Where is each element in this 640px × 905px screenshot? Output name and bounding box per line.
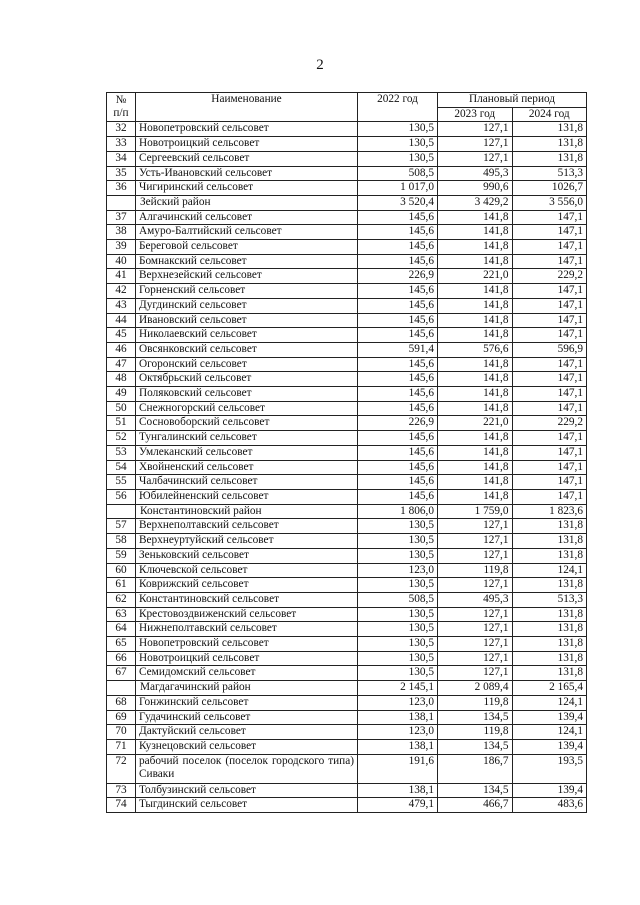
row-value-2023: 134,5 xyxy=(438,710,513,725)
table-row xyxy=(107,137,587,152)
row-value-2024: 2 165,4 xyxy=(512,681,587,696)
table-row xyxy=(107,460,587,475)
table-row xyxy=(107,637,587,652)
row-value-2024: 131,8 xyxy=(512,578,587,593)
table-row xyxy=(107,431,587,446)
row-name: Верхнезейский сельсовет xyxy=(136,269,358,284)
row-name: Сергеевский сельсовет xyxy=(136,151,358,166)
row-name: Бомнакский сельсовет xyxy=(136,254,358,269)
table-row-district xyxy=(107,681,587,696)
row-value-2023: 127,1 xyxy=(438,548,513,563)
table-row xyxy=(107,548,587,563)
row-number: 54 xyxy=(107,460,136,475)
row-value-2023: 141,8 xyxy=(438,254,513,269)
row-name: Николаевский сельсовет xyxy=(136,328,358,343)
row-name: Кузнецовский сельсовет xyxy=(136,739,358,754)
row-name: Новопетровский сельсовет xyxy=(136,122,358,137)
row-value-2023: 186,7 xyxy=(438,754,513,783)
row-name: Чалбачинский сельсовет xyxy=(136,475,358,490)
row-number: 68 xyxy=(107,695,136,710)
row-value-2023: 127,1 xyxy=(438,651,513,666)
row-value-2024: 147,1 xyxy=(512,489,587,504)
row-name: Константиновский район xyxy=(136,504,358,519)
row-value-2024: 131,8 xyxy=(512,137,587,152)
row-value-2023: 127,1 xyxy=(438,151,513,166)
table-row xyxy=(107,210,587,225)
row-number: 57 xyxy=(107,519,136,534)
table-row xyxy=(107,313,587,328)
row-value-2022: 130,5 xyxy=(358,651,438,666)
row-name: Юбилейненский сельсовет xyxy=(136,489,358,504)
row-value-2024: 147,1 xyxy=(512,225,587,240)
row-value-2022: 130,5 xyxy=(358,578,438,593)
table-row xyxy=(107,519,587,534)
row-value-2024: 131,8 xyxy=(512,122,587,137)
table-row xyxy=(107,578,587,593)
header-2024: 2024 год xyxy=(512,107,587,122)
row-number: 63 xyxy=(107,607,136,622)
row-name: Константиновский сельсовет xyxy=(136,592,358,607)
table-row xyxy=(107,445,587,460)
row-number: 71 xyxy=(107,739,136,754)
row-name: Хвойненский сельсовет xyxy=(136,460,358,475)
table-row xyxy=(107,651,587,666)
row-number: 49 xyxy=(107,387,136,402)
row-value-2022: 130,5 xyxy=(358,519,438,534)
row-name: Снежногорский сельсовет xyxy=(136,401,358,416)
row-value-2023: 127,1 xyxy=(438,534,513,549)
row-value-2024: 131,8 xyxy=(512,519,587,534)
row-number: 64 xyxy=(107,622,136,637)
row-value-2022: 145,6 xyxy=(358,328,438,343)
row-name: Береговой сельсовет xyxy=(136,240,358,255)
row-name: Ключевской сельсовет xyxy=(136,563,358,578)
row-value-2024: 124,1 xyxy=(512,695,587,710)
table-row xyxy=(107,387,587,402)
row-value-2023: 127,1 xyxy=(438,607,513,622)
row-name: Амуро-Балтийский сельсовет xyxy=(136,225,358,240)
row-name: Магдагачинский район xyxy=(136,681,358,696)
row-number: 66 xyxy=(107,651,136,666)
budget-table xyxy=(106,92,587,813)
row-name: Новотроицкий сельсовет xyxy=(136,651,358,666)
row-value-2023: 127,1 xyxy=(438,622,513,637)
row-value-2023: 127,1 xyxy=(438,578,513,593)
row-value-2024: 131,8 xyxy=(512,607,587,622)
table-row xyxy=(107,592,587,607)
row-value-2022: 138,1 xyxy=(358,739,438,754)
row-value-2024: 147,1 xyxy=(512,445,587,460)
row-value-2023: 127,1 xyxy=(438,637,513,652)
row-value-2024: 147,1 xyxy=(512,475,587,490)
row-value-2023: 127,1 xyxy=(438,137,513,152)
row-value-2024: 147,1 xyxy=(512,460,587,475)
row-value-2023: 141,8 xyxy=(438,475,513,490)
row-value-2023: 141,8 xyxy=(438,489,513,504)
row-number: 50 xyxy=(107,401,136,416)
table-row xyxy=(107,798,587,813)
row-value-2023: 119,8 xyxy=(438,695,513,710)
row-name: Коврижский сельсовет xyxy=(136,578,358,593)
row-value-2022: 138,1 xyxy=(358,710,438,725)
table-row xyxy=(107,622,587,637)
row-value-2022: 1 017,0 xyxy=(358,181,438,196)
row-value-2023: 1 759,0 xyxy=(438,504,513,519)
row-number: 67 xyxy=(107,666,136,681)
row-value-2023: 141,8 xyxy=(438,357,513,372)
row-number: 58 xyxy=(107,534,136,549)
row-name: Крестовоздвиженский сельсовет xyxy=(136,607,358,622)
row-number: 72 xyxy=(107,754,136,783)
row-name: Овсянковский сельсовет xyxy=(136,342,358,357)
row-number: 48 xyxy=(107,372,136,387)
row-number: 40 xyxy=(107,254,136,269)
row-name: Дактуйский сельсовет xyxy=(136,725,358,740)
row-value-2022: 145,6 xyxy=(358,445,438,460)
row-value-2023: 495,3 xyxy=(438,592,513,607)
row-value-2024: 147,1 xyxy=(512,284,587,299)
table-row xyxy=(107,607,587,622)
row-name: Алгачинский сельсовет xyxy=(136,210,358,225)
row-name: Зейский район xyxy=(136,195,358,210)
row-value-2023: 990,6 xyxy=(438,181,513,196)
row-value-2024: 3 556,0 xyxy=(512,195,587,210)
header-2022-label: 2022 год xyxy=(377,93,418,105)
row-name: Семидомский сельсовет xyxy=(136,666,358,681)
row-name: Горненский сельсовет xyxy=(136,284,358,299)
row-value-2023: 141,8 xyxy=(438,210,513,225)
row-value-2024: 147,1 xyxy=(512,431,587,446)
row-value-2023: 141,8 xyxy=(438,372,513,387)
row-value-2023: 2 089,4 xyxy=(438,681,513,696)
row-value-2024: 513,3 xyxy=(512,592,587,607)
row-value-2024: 131,8 xyxy=(512,666,587,681)
row-value-2022: 145,6 xyxy=(358,460,438,475)
row-value-2022: 130,5 xyxy=(358,622,438,637)
row-value-2023: 495,3 xyxy=(438,166,513,181)
row-value-2024: 124,1 xyxy=(512,563,587,578)
table-row-district xyxy=(107,504,587,519)
row-value-2023: 141,8 xyxy=(438,240,513,255)
row-value-2022: 145,6 xyxy=(358,372,438,387)
table-row xyxy=(107,357,587,372)
row-name: Ивановский сельсовет xyxy=(136,313,358,328)
row-value-2024: 229,2 xyxy=(512,416,587,431)
row-value-2023: 466,7 xyxy=(438,798,513,813)
row-value-2023: 3 429,2 xyxy=(438,195,513,210)
row-number: 52 xyxy=(107,431,136,446)
row-value-2022: 2 145,1 xyxy=(358,681,438,696)
table-row xyxy=(107,269,587,284)
row-value-2022: 130,5 xyxy=(358,534,438,549)
table-row xyxy=(107,328,587,343)
row-value-2024: 131,8 xyxy=(512,637,587,652)
row-value-2024: 131,8 xyxy=(512,622,587,637)
row-value-2022: 123,0 xyxy=(358,695,438,710)
row-value-2022: 226,9 xyxy=(358,416,438,431)
row-value-2022: 145,6 xyxy=(358,401,438,416)
row-name: Толбузинский сельсовет xyxy=(136,783,358,798)
row-value-2022: 145,6 xyxy=(358,284,438,299)
table-header xyxy=(107,93,587,122)
table-row xyxy=(107,166,587,181)
row-value-2023: 141,8 xyxy=(438,460,513,475)
row-value-2023: 127,1 xyxy=(438,519,513,534)
row-number: 62 xyxy=(107,592,136,607)
table-row xyxy=(107,563,587,578)
row-number: 46 xyxy=(107,342,136,357)
row-value-2024: 139,4 xyxy=(512,783,587,798)
row-value-2024: 139,4 xyxy=(512,739,587,754)
row-value-2024: 147,1 xyxy=(512,387,587,402)
row-value-2022: 145,6 xyxy=(358,210,438,225)
row-value-2024: 147,1 xyxy=(512,328,587,343)
table-row-district xyxy=(107,195,587,210)
table-row xyxy=(107,739,587,754)
header-number-sub: п/п xyxy=(113,107,129,120)
row-name: Новопетровский сельсовет xyxy=(136,637,358,652)
table-row xyxy=(107,181,587,196)
row-value-2022: 226,9 xyxy=(358,269,438,284)
row-value-2023: 141,8 xyxy=(438,298,513,313)
row-value-2024: 193,5 xyxy=(512,754,587,783)
row-value-2024: 147,1 xyxy=(512,313,587,328)
row-number: 44 xyxy=(107,313,136,328)
table-row xyxy=(107,298,587,313)
table-row xyxy=(107,401,587,416)
row-value-2024: 229,2 xyxy=(512,269,587,284)
table-row xyxy=(107,284,587,299)
row-name: Гудачинский сельсовет xyxy=(136,710,358,725)
table-row xyxy=(107,534,587,549)
table-row xyxy=(107,240,587,255)
row-number: 36 xyxy=(107,181,136,196)
row-value-2022: 145,6 xyxy=(358,313,438,328)
row-value-2023: 141,8 xyxy=(438,284,513,299)
row-value-2023: 127,1 xyxy=(438,122,513,137)
row-value-2023: 221,0 xyxy=(438,269,513,284)
row-name: Чигиринский сельсовет xyxy=(136,181,358,196)
header-2022 xyxy=(358,93,438,122)
row-value-2023: 141,8 xyxy=(438,431,513,446)
row-name: Нижнеполтавский сельсовет xyxy=(136,622,358,637)
header-2023: 2023 год xyxy=(438,107,513,122)
table-row xyxy=(107,225,587,240)
row-number: 73 xyxy=(107,783,136,798)
row-value-2024: 147,1 xyxy=(512,254,587,269)
row-value-2023: 134,5 xyxy=(438,739,513,754)
header-name xyxy=(136,93,358,122)
table-row xyxy=(107,342,587,357)
row-name: Верхнеполтавский сельсовет xyxy=(136,519,358,534)
row-number: 56 xyxy=(107,489,136,504)
row-value-2024: 1026,7 xyxy=(512,181,587,196)
row-number: 35 xyxy=(107,166,136,181)
row-value-2024: 124,1 xyxy=(512,725,587,740)
row-value-2024: 131,8 xyxy=(512,151,587,166)
row-number: 39 xyxy=(107,240,136,255)
row-value-2022: 145,6 xyxy=(358,225,438,240)
row-value-2022: 138,1 xyxy=(358,783,438,798)
row-value-2024: 513,3 xyxy=(512,166,587,181)
row-value-2023: 119,8 xyxy=(438,725,513,740)
row-value-2022: 191,6 xyxy=(358,754,438,783)
row-number: 34 xyxy=(107,151,136,166)
table-row xyxy=(107,783,587,798)
row-value-2022: 145,6 xyxy=(358,298,438,313)
row-value-2022: 130,5 xyxy=(358,137,438,152)
table-row xyxy=(107,710,587,725)
table-row xyxy=(107,489,587,504)
row-value-2024: 147,1 xyxy=(512,210,587,225)
row-number: 45 xyxy=(107,328,136,343)
row-value-2022: 130,5 xyxy=(358,548,438,563)
row-number: 70 xyxy=(107,725,136,740)
row-value-2022: 130,5 xyxy=(358,666,438,681)
row-value-2022: 123,0 xyxy=(358,725,438,740)
row-value-2022: 591,4 xyxy=(358,342,438,357)
header-plan-period: Плановый период xyxy=(438,93,587,108)
row-value-2022: 3 520,4 xyxy=(358,195,438,210)
row-value-2024: 147,1 xyxy=(512,298,587,313)
table-row xyxy=(107,695,587,710)
row-name: рабочий поселок (поселок городского типа) Сиваки xyxy=(136,754,358,783)
row-number: 69 xyxy=(107,710,136,725)
row-name: Умлеканский сельсовет xyxy=(136,445,358,460)
row-name: Поляковский сельсовет xyxy=(136,387,358,402)
row-number: 61 xyxy=(107,578,136,593)
row-name: Огоронский сельсовет xyxy=(136,357,358,372)
row-number: 42 xyxy=(107,284,136,299)
row-value-2024: 131,8 xyxy=(512,534,587,549)
row-value-2022: 145,6 xyxy=(358,489,438,504)
row-value-2023: 127,1 xyxy=(438,666,513,681)
row-value-2022: 145,6 xyxy=(358,254,438,269)
row-number: 37 xyxy=(107,210,136,225)
header-number xyxy=(107,93,136,122)
page-number: 2 xyxy=(316,57,324,73)
row-value-2022: 1 806,0 xyxy=(358,504,438,519)
row-name: Гонжинский сельсовет xyxy=(136,695,358,710)
row-value-2023: 141,8 xyxy=(438,401,513,416)
row-value-2023: 141,8 xyxy=(438,313,513,328)
table-row xyxy=(107,725,587,740)
row-value-2022: 130,5 xyxy=(358,122,438,137)
row-number xyxy=(107,681,136,696)
row-name: Дугдинский сельсовет xyxy=(136,298,358,313)
row-value-2024: 131,8 xyxy=(512,651,587,666)
row-value-2022: 508,5 xyxy=(358,592,438,607)
row-name: Усть-Ивановский сельсовет xyxy=(136,166,358,181)
row-value-2024: 596,9 xyxy=(512,342,587,357)
row-value-2022: 145,6 xyxy=(358,475,438,490)
row-value-2022: 130,5 xyxy=(358,607,438,622)
table-row xyxy=(107,666,587,681)
row-value-2024: 147,1 xyxy=(512,357,587,372)
row-value-2022: 145,6 xyxy=(358,357,438,372)
table-body xyxy=(107,122,587,813)
table-row xyxy=(107,475,587,490)
row-number: 33 xyxy=(107,137,136,152)
row-value-2022: 145,6 xyxy=(358,240,438,255)
row-value-2024: 147,1 xyxy=(512,240,587,255)
row-value-2022: 130,5 xyxy=(358,637,438,652)
row-name: Тунгалинский сельсовет xyxy=(136,431,358,446)
header-name-label: Наименование xyxy=(211,93,282,105)
row-value-2023: 221,0 xyxy=(438,416,513,431)
row-value-2023: 141,8 xyxy=(438,445,513,460)
header-number-label: № xyxy=(115,94,127,107)
row-number: 53 xyxy=(107,445,136,460)
table-row xyxy=(107,416,587,431)
row-value-2022: 123,0 xyxy=(358,563,438,578)
row-name: Сосновоборский сельсовет xyxy=(136,416,358,431)
row-value-2024: 139,4 xyxy=(512,710,587,725)
row-number: 51 xyxy=(107,416,136,431)
table-row xyxy=(107,151,587,166)
row-value-2023: 141,8 xyxy=(438,328,513,343)
row-value-2024: 147,1 xyxy=(512,372,587,387)
row-number: 59 xyxy=(107,548,136,563)
row-value-2023: 576,6 xyxy=(438,342,513,357)
row-value-2022: 145,6 xyxy=(358,387,438,402)
row-value-2024: 131,8 xyxy=(512,548,587,563)
row-number: 38 xyxy=(107,225,136,240)
row-value-2023: 119,8 xyxy=(438,563,513,578)
table-row xyxy=(107,122,587,137)
row-value-2023: 141,8 xyxy=(438,387,513,402)
row-number: 55 xyxy=(107,475,136,490)
row-value-2022: 130,5 xyxy=(358,151,438,166)
row-value-2022: 508,5 xyxy=(358,166,438,181)
row-value-2024: 483,6 xyxy=(512,798,587,813)
row-name: Октябрьский сельсовет xyxy=(136,372,358,387)
row-number: 74 xyxy=(107,798,136,813)
row-name: Зеньковский сельсовет xyxy=(136,548,358,563)
row-number: 41 xyxy=(107,269,136,284)
row-number: 65 xyxy=(107,637,136,652)
row-value-2023: 134,5 xyxy=(438,783,513,798)
row-number: 60 xyxy=(107,563,136,578)
row-name: Верхнеуртуйский сельсовет xyxy=(136,534,358,549)
row-number: 43 xyxy=(107,298,136,313)
row-name: Тыгдинский сельсовет xyxy=(136,798,358,813)
row-number: 32 xyxy=(107,122,136,137)
row-number xyxy=(107,195,136,210)
row-value-2024: 147,1 xyxy=(512,401,587,416)
table-row xyxy=(107,372,587,387)
row-number xyxy=(107,504,136,519)
row-value-2023: 141,8 xyxy=(438,225,513,240)
row-name: Новотроицкий сельсовет xyxy=(136,137,358,152)
table-row xyxy=(107,254,587,269)
row-value-2024: 1 823,6 xyxy=(512,504,587,519)
row-value-2022: 145,6 xyxy=(358,431,438,446)
table-row xyxy=(107,754,587,783)
row-value-2022: 479,1 xyxy=(358,798,438,813)
row-number: 47 xyxy=(107,357,136,372)
